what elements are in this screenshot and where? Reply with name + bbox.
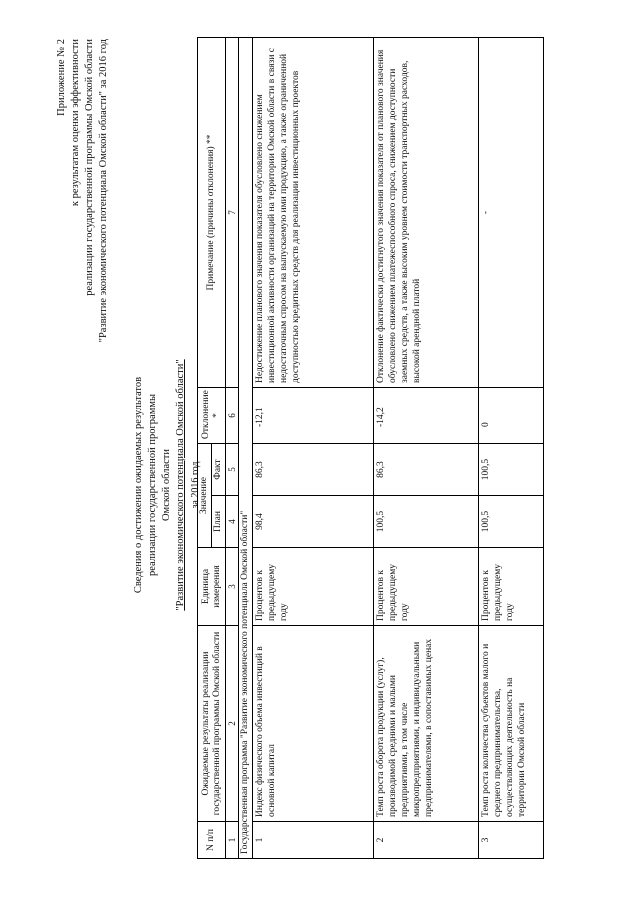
row-deviation: -12,1 [253,388,374,444]
column-number: 6 [226,388,239,444]
appendix-line-2: к результатам оценки эффективности [70,39,81,207]
row-result: Темп роста оборота продукции (услуг), производимой средними и малыми предприятиями, в том числе микропредприятиями, и индивидуальными предпринимателями, в сопоставимых ценах [374,626,479,822]
header-plan: План [212,496,226,548]
column-number-row [226,38,239,859]
row-unit: Процентов к предыдущему году [253,548,374,626]
row-result: Темп роста количества субъектов малого и среднего предпринимательства, осуществляющих деятельность на территории Омской области [479,626,544,822]
header-fact: Факт [212,444,226,496]
row-fact: 86,3 [253,444,374,496]
row-number: 3 [479,822,544,859]
row-unit: Процентов к предыдущему году [479,548,544,626]
row-note: Отклонение фактически достигнутого значения показателя от планового значения обусловлено снижением платежеспособного спроса, снижением доступности заемных средств, а также высоким уровнем стоимости транспортных расходов, высокой арендной платой [374,38,479,388]
row-result: Индекс физического объема инвестиций в основной капитал [253,626,374,822]
row-fact: 86,3 [374,444,479,496]
row-plan: 100,5 [479,496,544,548]
title-period: за 2016 год [190,461,201,509]
row-note: Недостижение планового значения показателя обусловлено снижением инвестиционной активности организаций на территории Омской области в связи с недостаточным спросом на выпускаемую ими продукцию, а также ограниченной доступностью кредитных средств для реализации инвестиционных проектов [253,38,374,388]
row-number: 1 [253,822,374,859]
appendix-line-4: "Развитие экономического потенциала Омской области" за 2016 год [98,39,109,343]
appendix-header [55,39,111,559]
program-row-label: Государственная программа "Развитие экономического потенциала Омской области" [239,38,253,859]
row-deviation: 0 [479,388,544,444]
table-row [479,38,544,859]
row-fact: 100,5 [479,444,544,496]
title-program-name: "Развитие экономического потенциала Омской области" [175,359,186,611]
column-number: 7 [226,38,239,388]
row-unit: Процентов к предыдущему году [374,548,479,626]
document-title [132,280,203,690]
header-note: Примечание (причины отклонения) ** [198,38,226,388]
results-table [197,37,544,859]
column-number: 2 [226,626,239,822]
title-line-3: Омской области [161,448,172,522]
row-plan: 98,4 [253,496,374,548]
header-deviation: Отклонение * [198,388,226,444]
header-row [198,38,212,859]
row-number: 2 [374,822,479,859]
column-number: 4 [226,496,239,548]
table-row [253,38,374,859]
row-note: - [479,38,544,388]
header-result: Ожидаемые результаты реализации государственной программы Омской области [198,626,226,822]
column-number: 1 [226,822,239,859]
appendix-line-1: Приложение № 2 [56,39,67,116]
title-line-2: реализации государственной программы [147,393,158,577]
row-plan: 100,5 [374,496,479,548]
column-number: 5 [226,444,239,496]
appendix-line-3: реализации государственной программы Омской области [84,39,95,296]
row-deviation: -14,2 [374,388,479,444]
header-num: N п/п [198,822,226,859]
header-unit: Единица измерения [198,548,226,626]
program-row [239,38,253,859]
table-row [374,38,479,859]
header-value: Значение [198,444,212,548]
column-number: 3 [226,548,239,626]
title-line-1: Сведения о достижении ожидаемых результатов [133,376,144,594]
